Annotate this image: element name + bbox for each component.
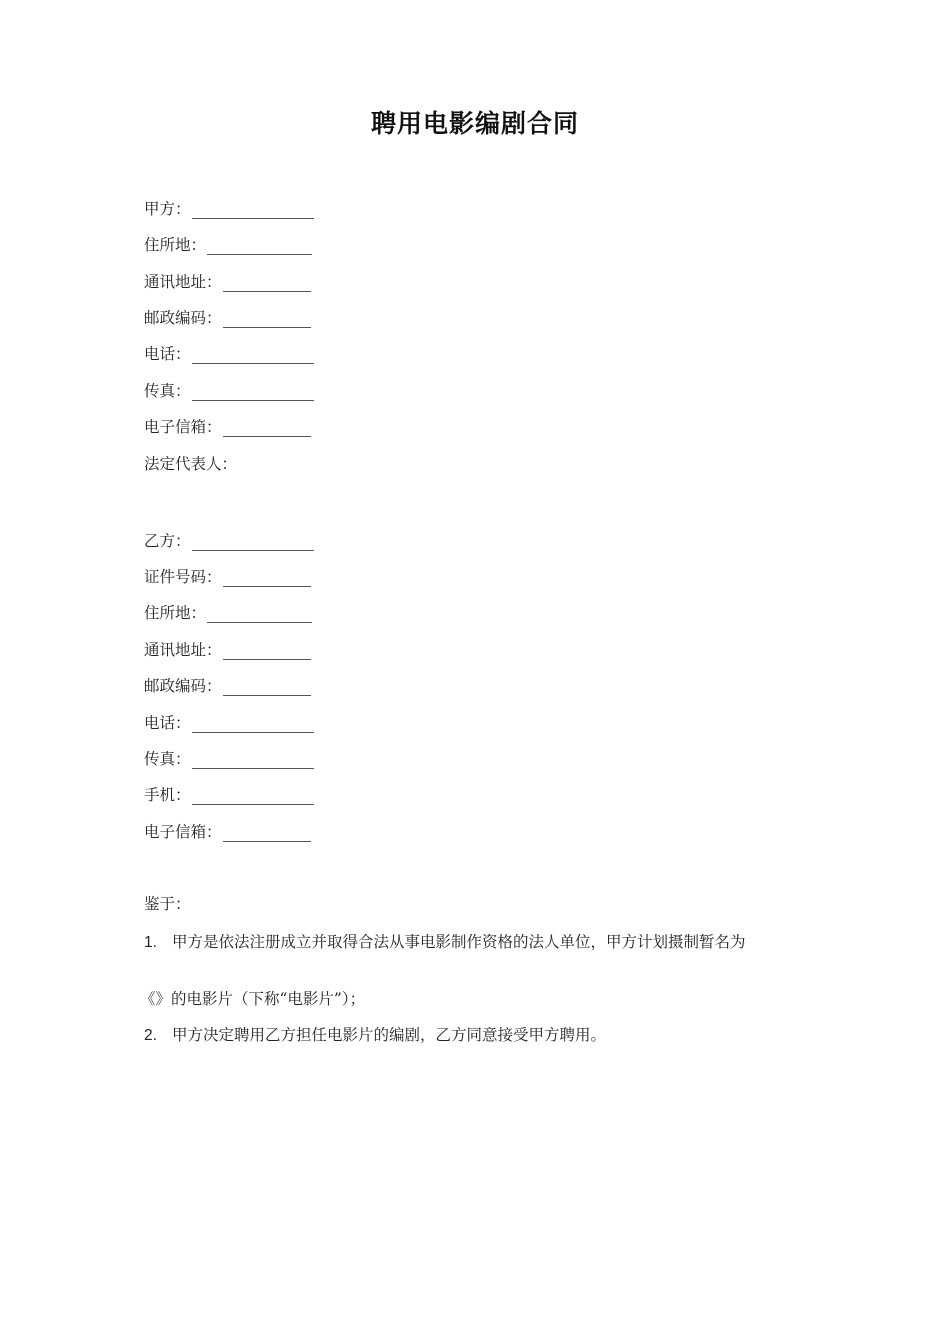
party-b-mobile-field xyxy=(144,783,314,805)
recitals-heading: 鉴于： xyxy=(144,895,191,913)
party-b-fax-label: 传真： xyxy=(144,750,191,768)
party-a-name-field xyxy=(144,197,314,219)
document-title: 聘用电影编剧合同 xyxy=(370,109,579,138)
recital-item-2 xyxy=(144,1026,794,1045)
party-a-fax-label: 传真： xyxy=(144,382,191,400)
party-a-address-label: 住所地： xyxy=(144,236,207,254)
party-a-address-field xyxy=(144,233,312,255)
party-a-email-field xyxy=(144,415,311,437)
party-a-mail-address-blank[interactable] xyxy=(223,275,311,292)
recital-item-2-text: 甲方决定聘用乙方担任电影片的编剧，乙方同意接受甲方聘用。 xyxy=(172,1026,607,1044)
recital-item-2-number: 2. xyxy=(144,1027,157,1044)
party-a-postcode-field xyxy=(144,306,311,328)
party-b-id-field xyxy=(144,565,311,587)
party-a-fax-blank[interactable] xyxy=(192,384,314,401)
party-a-phone-field xyxy=(144,342,314,364)
party-b-mobile-blank[interactable] xyxy=(192,788,314,805)
party-a-postcode-label: 邮政编码： xyxy=(144,309,222,327)
party-b-id-label: 证件号码： xyxy=(144,568,222,586)
party-b-name-field xyxy=(144,529,314,551)
party-b-address-label: 住所地： xyxy=(144,604,207,622)
party-a-legal-rep-label: 法定代表人： xyxy=(144,455,238,473)
party-b-address-blank[interactable] xyxy=(207,606,312,623)
recital-item-1 xyxy=(144,933,794,952)
party-a-address-blank[interactable] xyxy=(207,238,312,255)
party-a-mail-address-field xyxy=(144,270,311,292)
party-b-phone-field xyxy=(144,711,314,733)
party-b-id-blank[interactable] xyxy=(223,570,311,587)
party-b-fax-field xyxy=(144,747,314,769)
party-a-legal-rep-field xyxy=(144,452,237,474)
party-a-name-label: 甲方： xyxy=(144,200,191,218)
party-b-name-label: 乙方： xyxy=(144,532,191,550)
party-b-mobile-label: 手机： xyxy=(144,786,191,804)
party-b-name-blank[interactable] xyxy=(192,534,314,551)
recital-item-1-text: 甲方是依法注册成立并取得合法从事电影制作资格的法人单位，甲方计划摄制暂名为 xyxy=(172,933,746,951)
party-b-email-field xyxy=(144,820,311,842)
party-b-mail-address-label: 通讯地址： xyxy=(144,641,222,659)
party-a-email-blank[interactable] xyxy=(223,420,311,437)
recital-item-1-number: 1. xyxy=(144,934,157,951)
party-a-mail-address-label: 通讯地址： xyxy=(144,273,222,291)
party-a-fax-field xyxy=(144,379,314,401)
party-b-postcode-blank[interactable] xyxy=(223,679,311,696)
party-a-postcode-blank[interactable] xyxy=(223,311,311,328)
party-b-email-label: 电子信箱： xyxy=(144,823,222,841)
party-b-email-blank[interactable] xyxy=(223,825,311,842)
party-a-name-blank[interactable] xyxy=(192,202,314,219)
party-a-phone-label: 电话： xyxy=(144,345,191,363)
party-b-postcode-label: 邮政编码： xyxy=(144,677,222,695)
party-a-email-label: 电子信箱： xyxy=(144,418,222,436)
party-b-phone-label: 电话： xyxy=(144,714,191,732)
recital-item-1-continuation: 《》的电影片（下称“电影片”）； xyxy=(140,990,366,1008)
party-b-mail-address-blank[interactable] xyxy=(223,643,311,660)
party-b-mail-address-field xyxy=(144,638,311,660)
party-b-postcode-field xyxy=(144,674,311,696)
party-b-address-field xyxy=(144,601,312,623)
party-b-phone-blank[interactable] xyxy=(192,716,314,733)
party-a-phone-blank[interactable] xyxy=(192,347,314,364)
party-b-fax-blank[interactable] xyxy=(192,752,314,769)
